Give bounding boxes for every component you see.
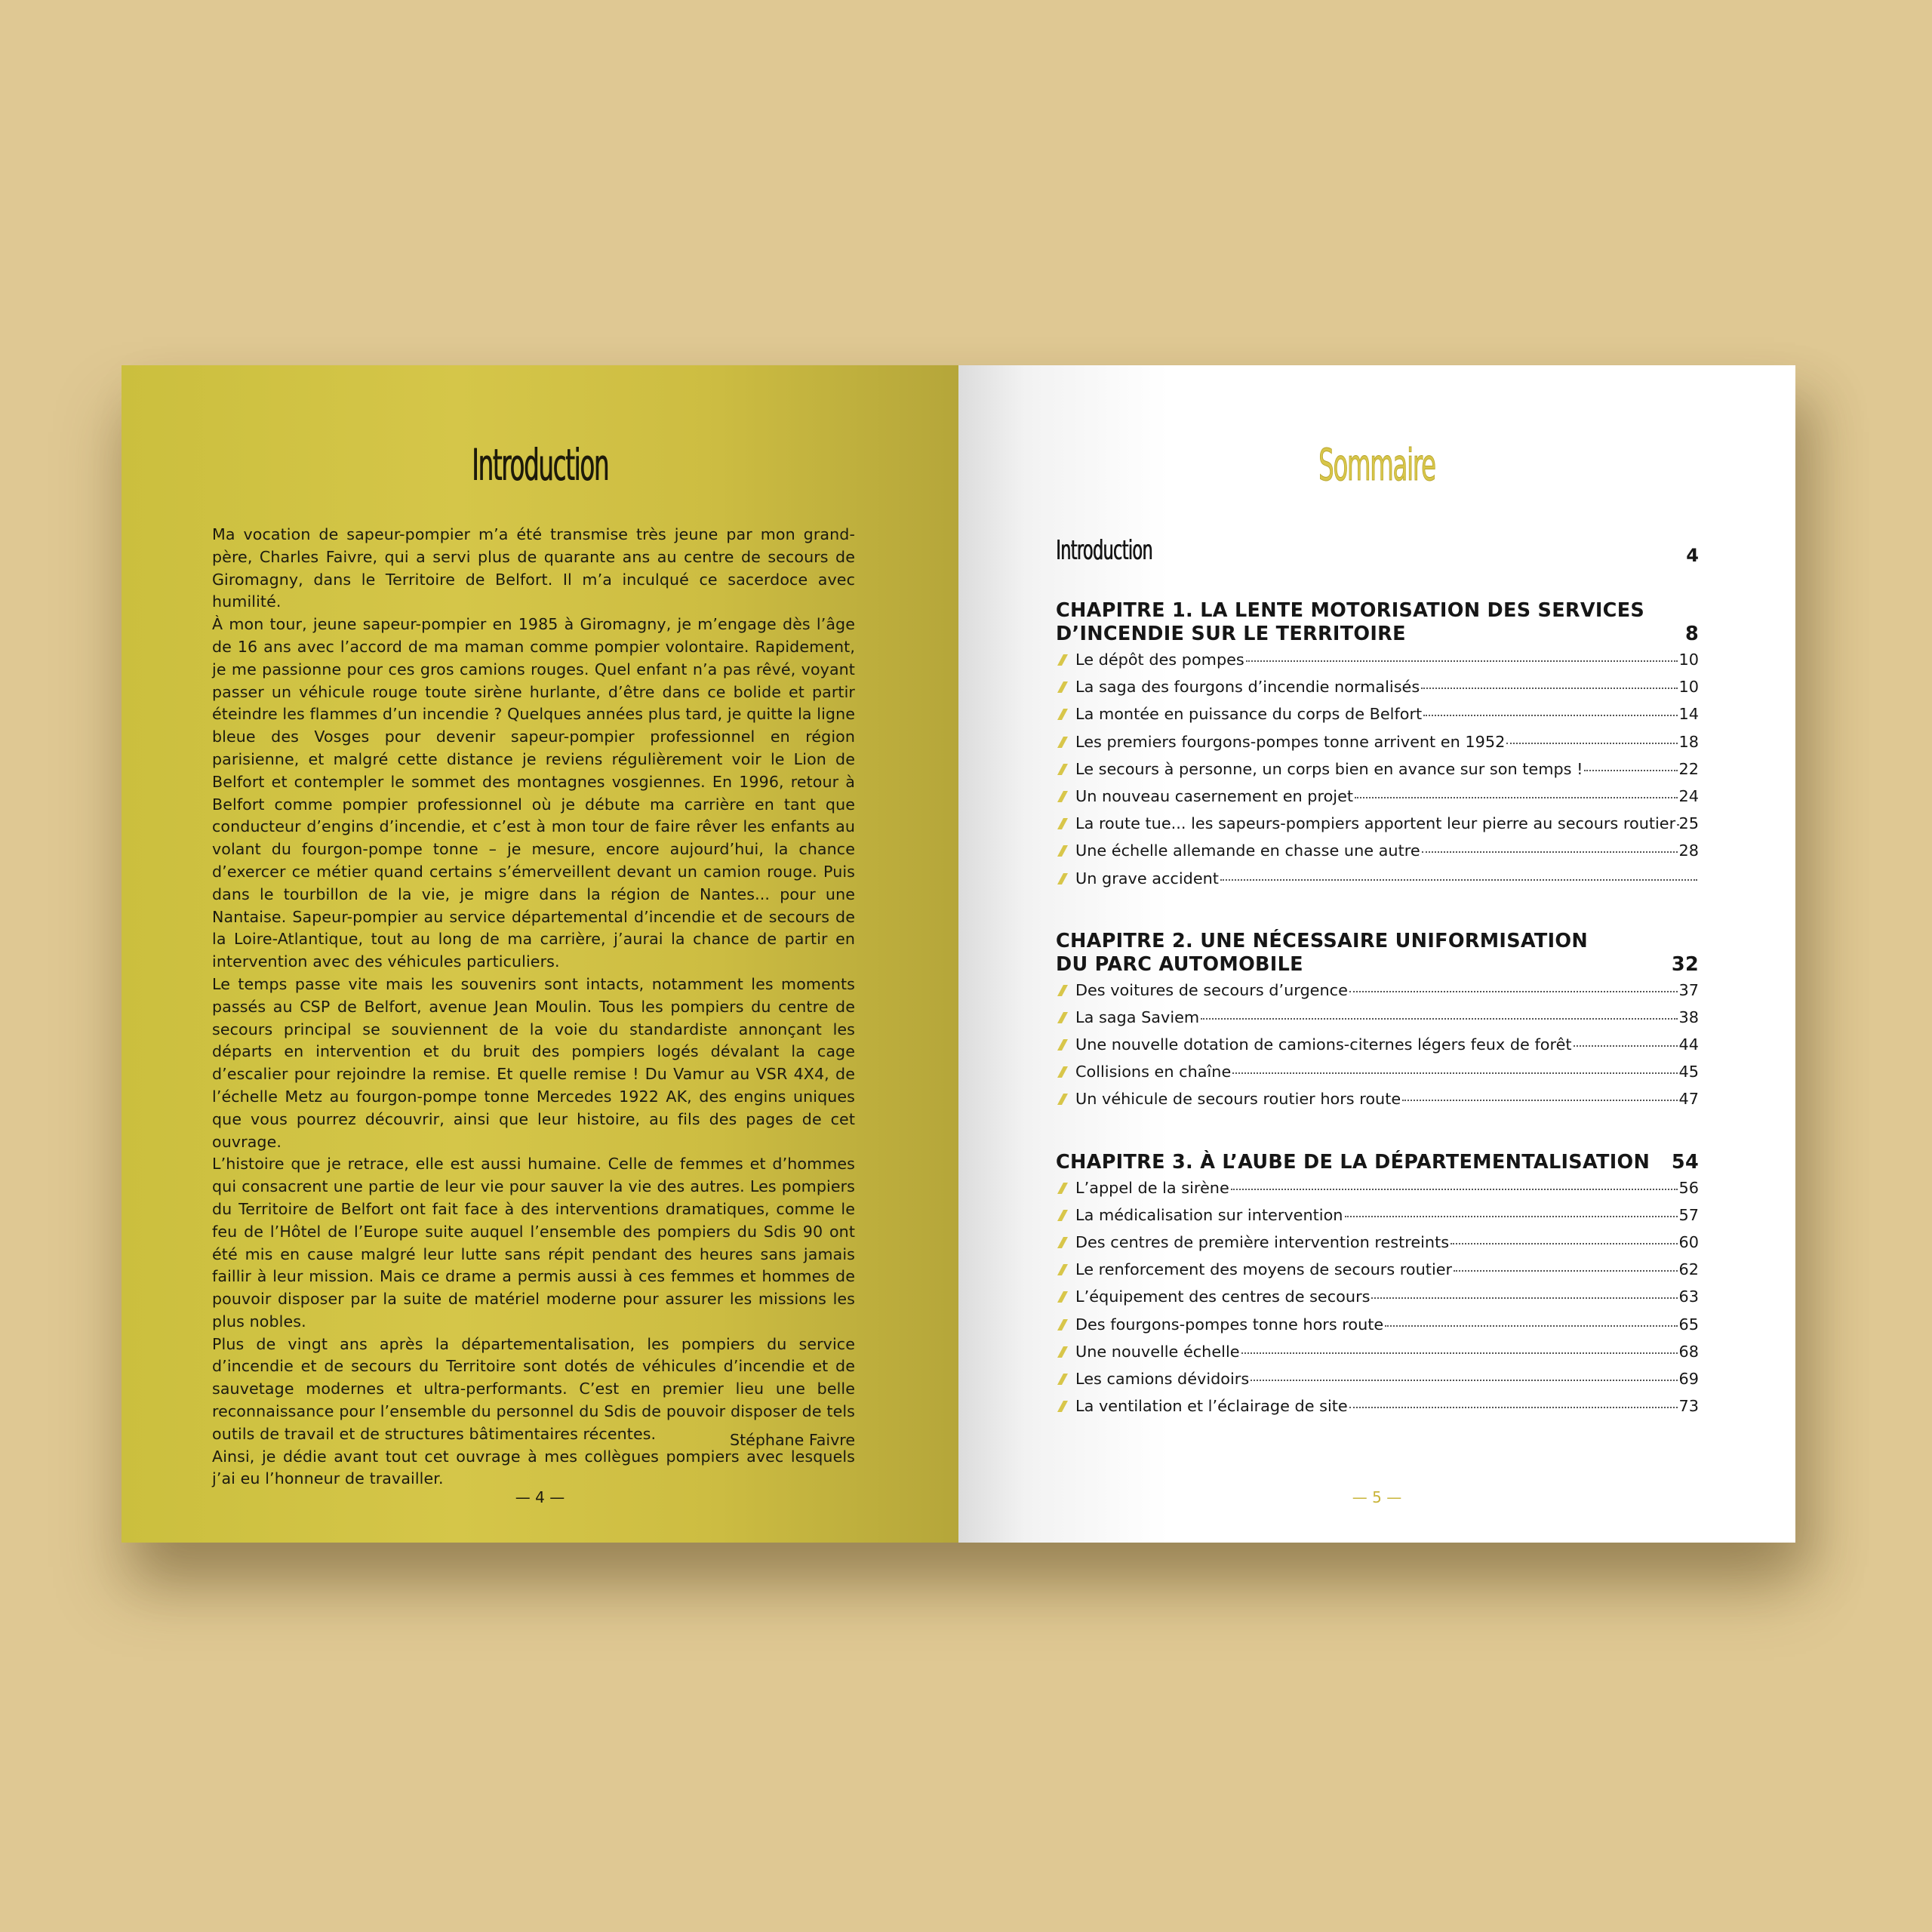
intro-body [212, 524, 855, 1491]
toc-entry[interactable] [1056, 733, 1699, 760]
toc-entry-label: La route tue... les sapeurs-pompiers apportent leur pierre au secours routier [1075, 814, 1676, 833]
toc-entry[interactable] [1056, 1090, 1699, 1117]
toc-entry-page: 56 [1678, 1178, 1699, 1197]
toc-entry-page: 62 [1678, 1260, 1699, 1279]
table-of-contents [1056, 530, 1699, 1424]
toc-entry-label: Le dépôt des pompes [1075, 651, 1244, 669]
toc-entry[interactable] [1056, 1315, 1699, 1343]
toc-entry-page: 14 [1678, 705, 1699, 724]
toc-entry-label: Une nouvelle échelle [1075, 1342, 1240, 1361]
toc-entry[interactable] [1056, 1008, 1699, 1035]
author-signature: Stéphane Faivre [730, 1431, 855, 1449]
slash-bullet-icon [1056, 1065, 1069, 1078]
toc-entry[interactable] [1056, 678, 1699, 705]
dot-leader [1231, 1189, 1678, 1190]
slash-bullet-icon [1056, 1345, 1069, 1358]
intro-paragraph: Ma vocation de sapeur-pompier m’a été transmise très jeune par mon grand-père, Charles Faivre, qui a servi plus de quarante ans au centre de secours de Giromagny, dans le Territoire de Belfort. Il m’a inculqué ce sacerdoce avec humilité. [212, 525, 855, 611]
toc-entry-page: 45 [1678, 1063, 1699, 1081]
dot-leader [1423, 715, 1677, 716]
toc-entry-page: 25 [1678, 814, 1699, 833]
toc-entry-page: 73 [1678, 1397, 1699, 1416]
dot-leader [1421, 688, 1677, 689]
slash-bullet-icon [1056, 1092, 1069, 1106]
slash-bullet-icon [1056, 1372, 1069, 1386]
toc-entry-label: L’équipement des centres de secours [1075, 1287, 1371, 1306]
chapter-page: 54 [1671, 1150, 1699, 1174]
intro-paragraph: À mon tour, jeune sapeur-pompier en 1985 à Giromagny, je m’engage dès l’âge de 16 ans avec l’accord de ma maman comme pompier volontaire. Rapidement, je me passionne pour ces gros camions rouges. Quel enfant n’a pas rêvé, voyant passer un véhicule rouge toute sirène hurlante, d’être dans ce bolide et partir éteindre les flammes d’un incendie ? Quelques années plus tard, je quitte la ligne bleue des Vosges pour devenir sapeur-pompier professionnel en région parisienne, et malgré cette distance je reviens régulièrement voir le Lion de Belfort et contempler le sommet des montagnes vosgiennes. En 1996, retour à Belfort comme pompier professionnel où je débute ma carrière en tant que conducteur d’engins d’incendie, et c’est à mon tour de faire rêver les enfants au volant du fourgon-pompe tonne – je mesure, encore aujourd’hui, la chance d’exercer ce métier quand certains s’émerveillent devant un camion rouge. Puis dans le tourbillon de la vie, je migre dans la région de Nantes... pour une Nantaise. Sapeur-pompier au service départemental d’incendie et de secours de la Loire-Atlantique, tout au long de ma carrière, j’aurai la chance de partir en intervention avec des véhicules particuliers. [212, 615, 856, 971]
toc-intro-row[interactable] [1056, 530, 1699, 566]
toc-entry-page: 28 [1678, 841, 1699, 860]
slash-bullet-icon [1056, 844, 1069, 857]
toc-entry[interactable] [1056, 1035, 1699, 1063]
intro-paragraph: Plus de vingt ans après la départementalisation, les pompiers du service d’incendie et de secours du Territoire sont dotés de véhicules d’incendie et de sauvetage modernes et ultra-performants. C’est en premier lieu une belle reconnaissance pour l’ensemble du personnel du Sdis de pouvoir disposer de tels outils de travail et de structures bâtimentaires récentes. [212, 1334, 855, 1443]
dot-leader [1201, 1018, 1677, 1020]
dot-leader [1385, 1325, 1677, 1327]
dot-leader [1232, 1072, 1677, 1074]
toc-entry[interactable] [1056, 787, 1699, 814]
toc-entry[interactable] [1056, 1397, 1699, 1424]
slash-bullet-icon [1056, 1318, 1069, 1331]
toc-entry-page: 44 [1678, 1035, 1699, 1054]
slash-bullet-icon [1056, 1263, 1069, 1276]
right-page [958, 365, 1795, 1543]
toc-entry[interactable] [1056, 869, 1699, 897]
toc-page-title: Sommaire [1318, 439, 1435, 491]
toc-entry-label: Des fourgons-pompes tonne hors route [1075, 1315, 1384, 1334]
chapter-entries [1056, 981, 1699, 1118]
dot-leader [1251, 1380, 1677, 1381]
slash-bullet-icon [1056, 1399, 1069, 1413]
toc-entry[interactable] [1056, 1206, 1699, 1233]
slash-bullet-icon [1056, 1208, 1069, 1222]
toc-entry-page: 10 [1678, 651, 1699, 669]
toc-chapter [1056, 599, 1699, 897]
book-spread [122, 365, 1795, 1543]
dot-leader [1355, 797, 1677, 798]
dot-leader [1506, 743, 1677, 744]
toc-entry-label: Le secours à personne, un corps bien en avance sur son temps ! [1075, 759, 1583, 778]
toc-entry-page: 69 [1678, 1369, 1699, 1388]
chapter-heading-row[interactable] [1056, 1151, 1699, 1174]
dot-leader [1241, 1352, 1678, 1354]
toc-entry-label: Collisions en chaîne [1075, 1063, 1232, 1081]
chapter-title: CHAPITRE 2. UNE NÉCESSAIRE UNIFORMISATION DU PARC AUTOMOBILE [1056, 929, 1589, 976]
toc-entry-label: Le renforcement des moyens de secours routier [1075, 1260, 1453, 1279]
slash-bullet-icon [1056, 1290, 1069, 1303]
toc-entry-page: 38 [1678, 1008, 1699, 1026]
toc-chapters [1056, 599, 1699, 1424]
slash-bullet-icon [1056, 1011, 1069, 1024]
intro-page-title: Introduction [472, 439, 608, 491]
toc-entry-label: La saga des fourgons d’incendie normalisés [1075, 678, 1420, 697]
toc-entry-label: Des centres de première intervention restreints [1075, 1233, 1450, 1251]
toc-entry[interactable] [1056, 814, 1699, 841]
chapter-page: 32 [1671, 952, 1699, 976]
toc-entry-label: La ventilation et l’éclairage de site [1075, 1397, 1348, 1416]
toc-entry-page: 60 [1678, 1233, 1699, 1251]
chapter-title: CHAPITRE 1. LA LENTE MOTORISATION DES SERVICES D’INCENDIE SUR LE TERRITOIRE [1056, 599, 1645, 645]
toc-entry-page: 18 [1678, 732, 1699, 751]
toc-intro-label: Introduction [1056, 535, 1152, 566]
slash-bullet-icon [1056, 707, 1069, 721]
slash-bullet-icon [1056, 789, 1069, 803]
toc-entry[interactable] [1056, 705, 1699, 732]
slash-bullet-icon [1056, 1181, 1069, 1195]
toc-entry-label: Les premiers fourgons-pompes tonne arrivent en 1952 [1075, 732, 1506, 751]
toc-entry-label: Un nouveau casernement en projet [1075, 786, 1354, 805]
toc-entry-page: 47 [1678, 1090, 1699, 1109]
dot-leader [1451, 1243, 1677, 1244]
dot-leader [1220, 879, 1697, 881]
slash-bullet-icon [1056, 653, 1069, 666]
toc-entry[interactable] [1056, 651, 1699, 678]
toc-entry[interactable] [1056, 1287, 1699, 1315]
toc-entry-label: La montée en puissance du corps de Belfort [1075, 705, 1423, 724]
toc-entry-label: La médicalisation sur intervention [1075, 1205, 1343, 1224]
slash-bullet-icon [1056, 872, 1069, 885]
toc-entry-page: 22 [1678, 759, 1699, 778]
toc-entry-page: 24 [1678, 786, 1699, 805]
toc-entry[interactable] [1056, 1260, 1699, 1287]
intro-paragraph: Le temps passe vite mais les souvenirs sont intacts, notamment les moments passés au CSP de Belfort, avenue Jean Moulin. Tous les pompiers du centre de secours principal se souviennent de la voie du standardiste annonçant les départs en intervention et du bruit des pompiers logés dévalant la cage d’escalier pour rejoindre la remise. Et quelle remise ! Du Vamur au VSR 4X4, de l’échelle Metz au fourgon-pompe tonne Mercedes 1922 AK, des engins uniques que vous pourrez découvrir, ainsi que leur histoire, au fils des pages de cet ouvrage. [212, 974, 855, 1151]
toc-entry-page: 57 [1678, 1205, 1699, 1224]
dot-leader [1584, 770, 1677, 771]
toc-entry[interactable] [1056, 981, 1699, 1008]
toc-entry-label: Une nouvelle dotation de camions-citernes légers feux de forêt [1075, 1035, 1572, 1054]
dot-leader [1454, 1270, 1677, 1272]
left-page [122, 365, 958, 1543]
page-number-right: — 5 — [1352, 1488, 1402, 1506]
slash-bullet-icon [1056, 817, 1069, 830]
toc-entry[interactable] [1056, 1370, 1699, 1397]
dot-leader [1246, 660, 1678, 662]
toc-entry-page: 37 [1678, 980, 1699, 999]
toc-entry-page: 65 [1678, 1315, 1699, 1334]
chapter-title: CHAPITRE 3. À L’AUBE DE LA DÉPARTEMENTALISATION [1056, 1150, 1651, 1174]
toc-entry[interactable] [1056, 1343, 1699, 1370]
intro-paragraph: L’histoire que je retrace, elle est aussi humaine. Celle de femmes et d’hommes qui consacrent une partie de leur vie pour sauver la vie des autres. Les pompiers du Territoire de Belfort ont fait face à des interventions dramatiques, comme le feu de l’Hôtel de l’Europe suite auquel l’ensemble des pompiers du Sdis 90 ont été mis en cause malgré leur lutte sans répit pendant des heures sans jamais faillir à leur mission. Mais ce drame a permis aussi à ces femmes et hommes de pouvoir disposer par la suite de matériel moderne pour assurer les missions les plus nobles. [212, 1155, 855, 1331]
slash-bullet-icon [1056, 1235, 1069, 1249]
intro-paragraph: Ainsi, je dédie avant tout cet ouvrage à mes collègues pompiers avec lesquels j’ai eu l’honneur de travailler. [212, 1447, 855, 1488]
chapter-heading-row[interactable] [1056, 599, 1699, 646]
toc-entry-label: Les camions dévidoirs [1075, 1369, 1250, 1388]
dot-leader [1349, 1407, 1678, 1408]
toc-entry-label: Des voitures de secours d’urgence [1075, 980, 1348, 999]
chapter-entries [1056, 651, 1699, 897]
page-number-left: — 4 — [515, 1488, 565, 1506]
dot-leader [1422, 851, 1678, 853]
toc-entry[interactable] [1056, 1063, 1699, 1090]
slash-bullet-icon [1056, 1038, 1069, 1051]
chapter-entries [1056, 1179, 1699, 1425]
toc-entry-label: Une échelle allemande en chasse une autre [1075, 841, 1420, 860]
toc-entry-page: 63 [1678, 1287, 1699, 1306]
toc-intro-page: 4 [1686, 545, 1699, 566]
toc-entry-page: 10 [1678, 678, 1699, 697]
dot-leader [1345, 1216, 1678, 1217]
toc-entry-page: 68 [1678, 1342, 1699, 1361]
dot-leader [1574, 1045, 1678, 1047]
toc-entry-label: L’appel de la sirène [1075, 1178, 1229, 1197]
slash-bullet-icon [1056, 680, 1069, 694]
toc-entry-label: La saga Saviem [1075, 1008, 1200, 1026]
dot-leader [1371, 1297, 1677, 1299]
chapter-heading-row[interactable] [1056, 930, 1699, 977]
toc-entry[interactable] [1056, 760, 1699, 787]
toc-chapter [1056, 1151, 1699, 1425]
toc-entry[interactable] [1056, 1233, 1699, 1260]
toc-entry-label: Un grave accident [1075, 869, 1219, 888]
chapter-page: 8 [1684, 623, 1699, 645]
slash-bullet-icon [1056, 735, 1069, 749]
toc-chapter [1056, 930, 1699, 1118]
slash-bullet-icon [1056, 762, 1069, 776]
toc-entry[interactable] [1056, 1179, 1699, 1206]
toc-entry-label: Un véhicule de secours routier hors route [1075, 1090, 1401, 1109]
toc-entry[interactable] [1056, 841, 1699, 869]
dot-leader [1349, 991, 1678, 992]
dot-leader [1402, 1100, 1677, 1101]
slash-bullet-icon [1056, 983, 1069, 997]
